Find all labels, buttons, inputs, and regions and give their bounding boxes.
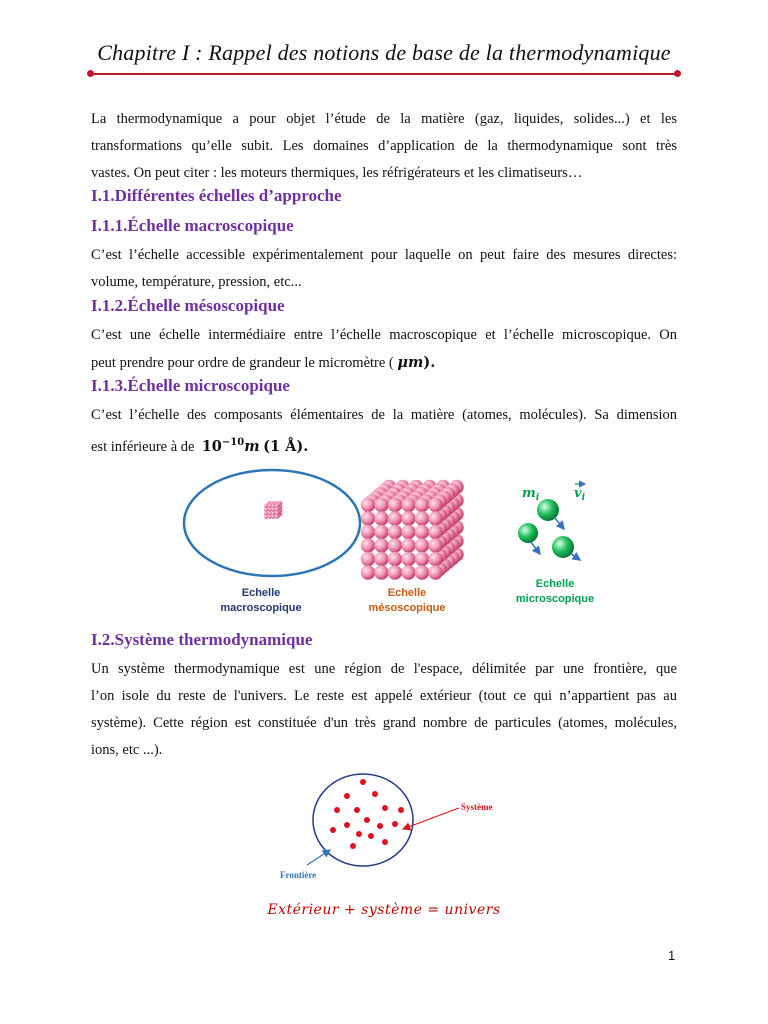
lattice-sphere [415,498,429,512]
lattice-sphere [374,538,388,552]
equation: Extérieur + système = univers [267,902,501,918]
lattice-sphere [401,552,415,566]
text-line: C’est l’échelle accessible expérimentalement pour laquelle on peut faire des mesures directes: [91,247,677,263]
lattice-sphere [401,525,415,539]
particle [344,822,350,828]
rule-right-dot [674,70,681,77]
mass-symbol: $m_i$ [522,486,540,503]
text-line: Un système thermodynamique est une région de l'espace, délimitée par une frontière, que [91,661,677,677]
macro-label: macroscopique [220,602,302,614]
particle [364,817,370,823]
particle [368,833,374,839]
green-molecule [518,523,538,543]
particle [398,807,404,813]
boundary-arrow [307,850,330,865]
section-heading-1: I.1.Différentes échelles d’approche [91,186,342,205]
lattice-sphere [388,525,402,539]
lattice-sphere [388,538,402,552]
title-rule [90,73,678,75]
macro-paragraph [91,242,677,296]
page-number: 1 [668,948,676,963]
particle [372,791,378,797]
text-line: ions, etc ...). [91,742,163,758]
text-fragment: ). [423,354,436,371]
particle [392,821,398,827]
lattice-sphere [264,511,268,515]
velocity-symbol: $v_i$ [574,486,585,503]
lattice-sphere [415,538,429,552]
angstrom-close: Å). [280,437,309,455]
particle [356,831,362,837]
meso-cube [361,480,464,580]
lattice-sphere [401,498,415,512]
velocity-arrow [554,517,564,529]
text-fragment: peut prendre pour ordre de grandeur le micromètre ( [91,355,394,371]
lattice-sphere [388,511,402,525]
micro-label: Echelle [535,578,575,590]
text-fragment: est inférieure à de [91,438,199,455]
lattice-sphere [374,498,388,512]
lattice-sphere [271,515,275,519]
intro-line: transformations qu’elle subit. Les domaines d’application de la thermodynamique sont très [91,138,677,154]
lattice-sphere [374,552,388,566]
lattice-sphere [388,498,402,512]
lattice-sphere [374,525,388,539]
text-line [91,349,677,377]
lattice-sphere [428,552,442,566]
lattice-sphere [401,511,415,525]
lattice-sphere [388,552,402,566]
text-line: C’est l’échelle des composants élémentaires de la matière (atomes, molécules). Sa dimension [91,407,677,423]
particle [350,843,356,849]
micrometer-symbol: μm [397,354,424,371]
tiny-cube [264,501,282,519]
section-heading-2: I.2.Système thermodynamique [91,630,313,649]
lattice-sphere [428,538,442,552]
lattice-sphere [275,515,279,519]
particle [344,793,350,799]
lattice-sphere [428,565,442,579]
lattice-sphere [374,511,388,525]
macro-label: Echelle [241,587,281,599]
particle [330,827,336,833]
angstrom-open: (1 [263,437,281,455]
text-line [91,429,677,461]
particle [360,779,366,785]
meso-label: mésoscopique [368,602,446,614]
particle [377,823,383,829]
lattice-sphere [361,511,375,525]
scales-figure [180,463,610,621]
lattice-sphere [361,538,375,552]
system-boundary [313,774,413,866]
lattice-sphere [264,504,268,508]
intro-line: La thermodynamique a pour objet l’étude de la matière (gaz, liquides, solides...) et les [91,111,677,127]
lattice-sphere [268,508,272,512]
lattice-sphere [264,515,268,519]
lattice-sphere [415,565,429,579]
intro-line: vastes. On peut citer : les moteurs thermiques, les réfrigérateurs et les climatiseurs… [91,165,583,181]
green-molecule [552,536,574,558]
lattice-sphere [388,565,402,579]
lattice-sphere [428,498,442,512]
lattice-sphere [264,508,268,512]
lattice-sphere [271,511,275,515]
lattice-sphere [401,565,415,579]
meter-unit: m [244,437,260,455]
rule-left-dot [87,70,94,77]
lattice-sphere [275,511,279,515]
meso-label: Echelle [387,587,427,599]
section-heading-1-3: I.1.3.Échelle microscopique [91,376,290,395]
lattice-sphere [415,511,429,525]
power-base: 10 [201,437,222,455]
power-exponent: −10 [221,437,245,448]
lattice-sphere [268,504,272,508]
lattice-sphere [268,515,272,519]
lattice-sphere [271,504,275,508]
lattice-sphere [415,552,429,566]
particle [354,807,360,813]
boundary-label: Frontière [280,870,317,880]
lattice-sphere [415,525,429,539]
text-line: volume, température, pression, etc... [91,274,302,290]
lattice-sphere [361,525,375,539]
text-line: l’on isole du reste de l'univers. Le reste est appelé extérieur (tout ce qui n’appartient pas au [91,688,677,704]
lattice-sphere [361,552,375,566]
particle [334,807,340,813]
macro-ellipse [184,470,360,576]
lattice-sphere [428,511,442,525]
lattice-sphere [275,508,279,512]
lattice-sphere [401,538,415,552]
lattice-sphere [361,498,375,512]
lattice-sphere [271,508,275,512]
section-heading-1-1: I.1.1.Échelle macroscopique [91,216,294,235]
particle [382,839,388,845]
page-title: Chapitre I : Rappel des notions de base de la thermodynamique [97,40,671,65]
green-molecule [537,499,559,521]
velocity-arrow [570,553,580,560]
lattice-sphere [275,504,279,508]
system-paragraph [91,656,677,764]
lattice-sphere [374,565,388,579]
intro-paragraph [91,106,677,187]
lattice-sphere [268,511,272,515]
micro-paragraph [91,402,677,461]
meso-paragraph [91,322,677,377]
system-label: Système [461,802,493,812]
velocity-arrow [530,541,540,554]
text-line: C’est une échelle intermédiaire entre l’échelle macroscopique et l’échelle microscopique. On [91,327,677,343]
system-figure [275,770,535,890]
lattice-sphere [361,565,375,579]
section-heading-1-2: I.1.2.Échelle mésoscopique [91,296,285,315]
text-line: système). Cette région est constituée d'un très grand nombre de particules (atomes, molécules, [91,715,677,731]
lattice-sphere [428,525,442,539]
particle [382,805,388,811]
micro-label: microscopique [515,593,595,605]
